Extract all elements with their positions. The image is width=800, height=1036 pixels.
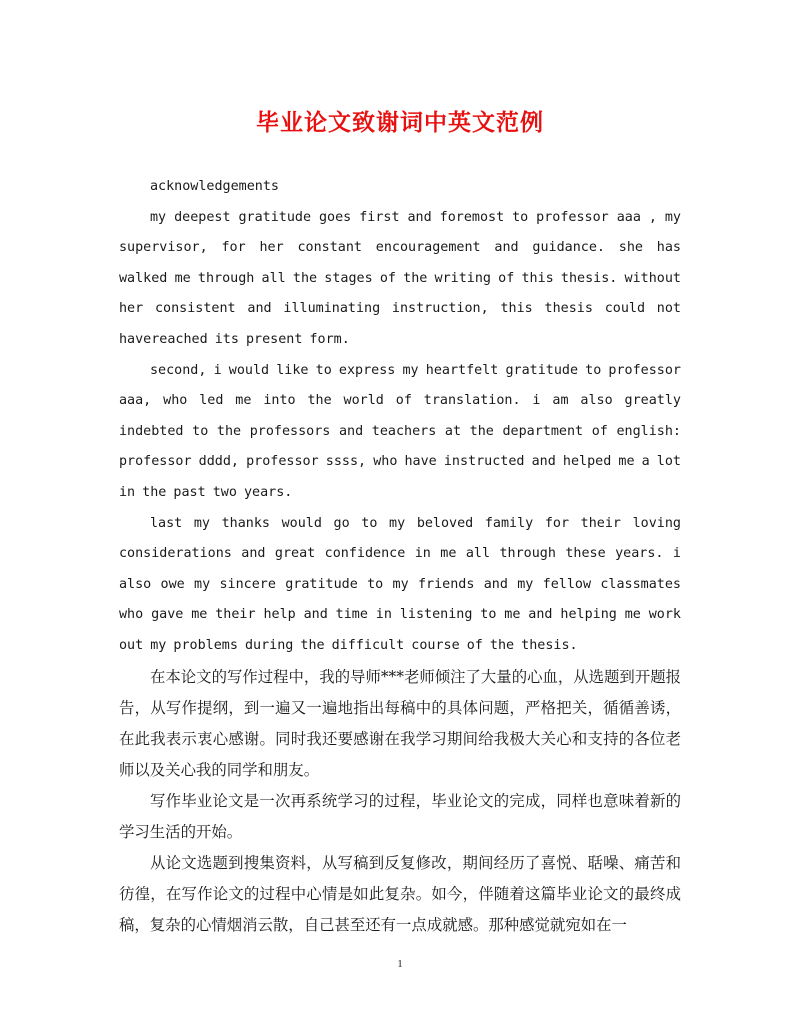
paragraph-zh-1: 在本论文的写作过程中，我的导师***老师倾注了大量的心血，从选题到开题报告，从写作提纲，到一遍又一遍地指出每稿中的具体问题，严格把关，循循善诱，在此我表示衷心感谢。同时我还要感谢在我学习期间给我极大关心和支持的各位老师以及关心我的同学和朋友。 (119, 667, 681, 779)
document-body (119, 172, 681, 941)
page-title: 毕业论文致谢词中英文范例 (256, 109, 544, 136)
paragraph-zh-3: 从论文选题到搜集资料，从写稿到反复修改，期间经历了喜悦、聒噪、痛苦和彷徨，在写作论文的过程中心情是如此复杂。如今，伴随着这篇毕业论文的最终成稿，复杂的心情烟消云散，自己甚至还有一点成就感。那种感觉就宛如在一 (119, 853, 681, 934)
paragraph-zh-2: 写作毕业论文是一次再系统学习的过程，毕业论文的完成，同样也意味着新的学习生活的开始。 (119, 791, 681, 841)
paragraph-en-2: second, i would like to express my heartfelt gratitude to professor aaa, who led me into the world of translation. i am also greatly indebted to the professors and teachers at the department of english: professor dddd, professor ssss, who have instructed and helped me a lot in the past two years. (119, 362, 681, 500)
page-number: 1 (397, 958, 403, 970)
paragraph-en-1: my deepest gratitude goes first and foremost to professor aaa , my supervisor, for her constant encouragement and guidance. she has walked me through all the stages of the writing of this thesis. without her consistent and illuminating instruction, this thesis could not havereached its present form. (119, 209, 681, 347)
paragraph-acknowledgements-heading: acknowledgements (150, 179, 279, 194)
paragraph-en-3: last my thanks would go to my beloved family for their loving considerations and great confidence in me all through these years. i also owe my sincere gratitude to my friends and my fellow classmates who gave me their help and time in listening to me and helping me work out my problems during the difficult course of the thesis. (119, 515, 681, 653)
